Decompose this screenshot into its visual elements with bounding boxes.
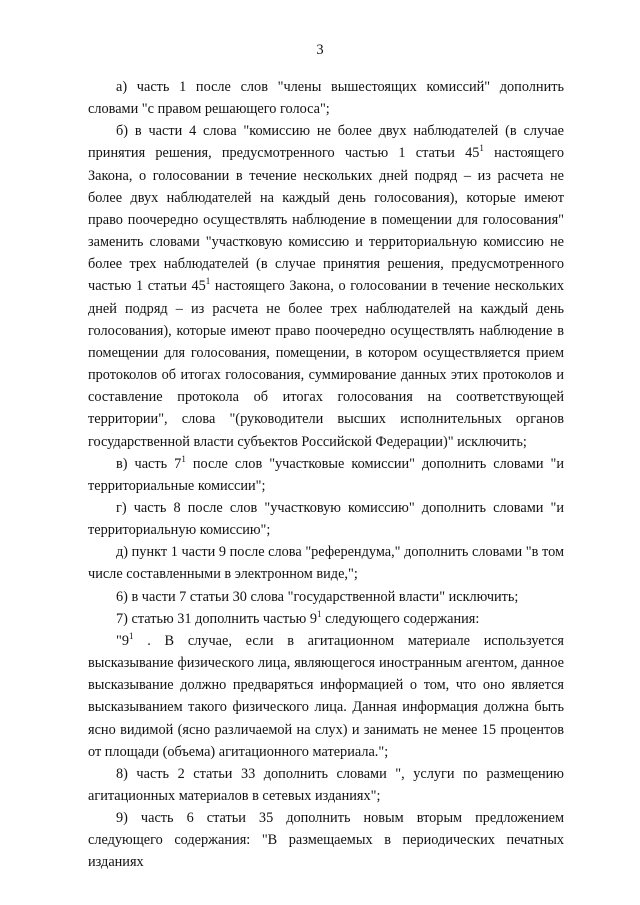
paragraph-text: в) часть 7 [116, 455, 182, 472]
paragraph-text: "9 [116, 632, 129, 649]
paragraph-9 [88, 807, 564, 873]
superscript: 1 [205, 276, 211, 287]
superscript: 1 [479, 143, 484, 154]
paragraph-v [88, 453, 564, 497]
superscript: 1 [129, 630, 134, 641]
paragraph-text: после слов "участковые комиссии" дополнить словами "и территориальные комиссии"; [88, 455, 564, 494]
paragraph-9-1-quote [88, 630, 564, 763]
paragraph-6 [88, 586, 564, 608]
paragraph-b [88, 120, 564, 452]
paragraph-text: 9) часть 6 статьи 35 дополнить новым вторым предложением следующего содержания: "В размещаемых в периодических печатных изданиях [88, 810, 564, 871]
paragraph-d [88, 541, 564, 585]
paragraph-text: 7) статью 31 дополнить частью 9 [116, 610, 317, 627]
paragraph-8 [88, 763, 564, 807]
paragraph-text: д) пункт 1 части 9 после слова "референдума," дополнить словами "в том числе составленными в электронном виде,"; [88, 544, 564, 583]
paragraph-text: 8) часть 2 статьи 33 дополнить словами ", услуги по размещению агитационных материалов в сетевых изданиях"; [88, 765, 564, 804]
page-number: 3 [316, 42, 324, 58]
paragraph-text: г) часть 8 после слов "участковую комиссию" дополнить словами "и территориальную комиссию"; [88, 499, 564, 539]
paragraph-a [88, 76, 564, 120]
paragraph-g [88, 497, 564, 541]
paragraph-text: настоящего Закона, о голосовании в течение нескольких дней подряд – из расчета не более трех наблюдателей на каждый день голосования), которые имеют право поочередно осуществлять наблюдение в помещении для голосования, помещении, в котором осуществляется прием протоколов об итогах голосования, суммирование данных этих протоколов и составление протокола об итогах голосования на соответствующей территории", слова "(руководители высших исполнительных органов государственной власти субъектов Российской Федерации)" исключить; [88, 278, 564, 450]
superscript: 1 [181, 453, 186, 464]
paragraph-text: следующего содержания: [321, 610, 480, 627]
superscript: 1 [317, 608, 322, 619]
document-body [88, 76, 564, 874]
paragraph-text: а) часть 1 после слов "члены вышестоящих комиссий" дополнить словами "с правом решающего голоса"; [88, 79, 564, 118]
paragraph-text: настоящего Закона, о голосовании в течение нескольких дней подряд – из расчета не более двух наблюдателей на каждый день голосования), которые имеют право поочередно осуществлять наблюдение в помещении для голосования" заменить словами "участковую комиссию и территориальную комиссию не более трех наблюдателей (в случае принятия решения, предусмотренного частью 1 статьи 45 [88, 145, 564, 295]
paragraph-text: . В случае, если в агитационном материале используется высказывание физического лица, являющегося иностранным агентом, данное высказывание должно предваряться информацией о том, что оно является высказыванием такого физического лица. Данная информация должна быть ясно видимой (ясно различаемой на слух) и занимать не менее 15 процентов от площади (объема) агитационного материала."; [88, 632, 564, 760]
paragraph-text: 6) в части 7 статьи 30 слова "государственной власти" исключить; [116, 588, 519, 605]
paragraph-7 [88, 608, 564, 630]
paragraph-text: б) в части 4 слова "комиссию не более двух наблюдателей (в случае принятия решения, предусмотренного частью 1 статьи 45 [88, 123, 564, 162]
